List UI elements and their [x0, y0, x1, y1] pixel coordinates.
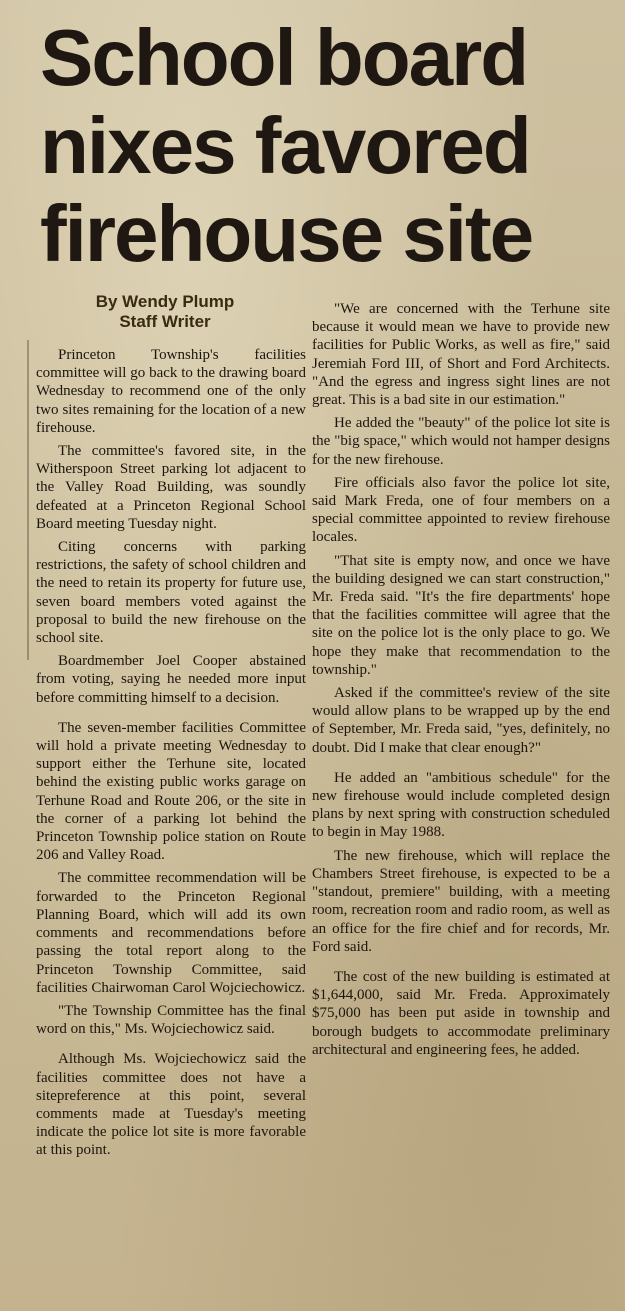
paragraph: The cost of the new building is estimated at $1,644,000, said Mr. Freda. Approximately $75,000 has been put aside in township and borough budgets to accommodate preliminary architectural and engineering fees, he added. — [312, 968, 610, 1058]
paragraph: "We are concerned with the Terhune site because it would mean we have to provide new facilities for Public Works, as well as fire," said Jeremiah Ford III, of Short and Ford Architects. "And the egress and ingress sight lines are not great. This is a bad site in our estimation." — [312, 301, 610, 409]
byline-role: Staff Writer — [119, 312, 211, 331]
column-rule — [27, 340, 29, 660]
byline-author: By Wendy Plump — [95, 292, 235, 311]
paragraph: The seven-member facilities Committee will hold a private meeting Wednesday to support either the Terhune site, located behind the existing public works garage on Terhune Road and Route 206, or the site in the corner of a parking lot behind the Princeton Township police station on Route 206 and Valley Road. — [36, 719, 306, 864]
article-column-left — [36, 346, 306, 1165]
paragraph: Citing concerns with parking restrictions, the safety of school children and the need to retain its property for future use, seven board members voted against the proposal to build the new firehouse on the school site. — [36, 539, 306, 647]
article-column-right — [312, 300, 610, 1064]
paragraph: Asked if the committee's review of the site would allow plans to be wrapped up by the end of September, Mr. Freda said, "yes, definitely, no doubt. Did I make that clear enough?" — [312, 685, 610, 756]
paragraph: Although Ms. Wojciechowicz said the facilities committee does not have a sitepreference at this point, several comments made at Tuesday's meeting indicate the police lot site is more favorable at this point. — [36, 1051, 306, 1159]
headline-line-1: School board — [40, 13, 528, 102]
paragraph: "The Township Committee has the final word on this," Ms. Wojciechowicz said. — [36, 1002, 306, 1038]
paragraph: Fire officials also favor the police lot site, said Mark Freda, one of four members on a special committee appointed to review firehouse locales. — [312, 474, 610, 546]
paragraph: Princeton Township's facilities committee will go back to the drawing board Wednesday to recommend one of the only two sites remaining for the location of a new firehouse. — [36, 347, 306, 436]
paragraph: "That site is empty now, and once we have the building designed we can start construction," Mr. Freda said. "It's the fire departments' hope that the facilities committee will agree that the site on the police lot is the only place to go. We hope they make that recommendation to the township." — [312, 552, 610, 678]
paragraph: The committee's favored site, in the Witherspoon Street parking lot adjacent to the Valley Road Building, was soundly defeated at a Princeton Regional School Board meeting Tuesday night. — [36, 443, 306, 532]
byline — [30, 292, 300, 332]
headline-line-2: nixes favored — [40, 101, 530, 190]
paragraph: The committee recommendation will be forwarded to the Princeton Regional Planning Board, which will add its own comments and recommendations before passing the total report along to the Princeton Township Committee, said facilities Chairwoman Carol Wojciechowicz. — [36, 870, 306, 996]
paragraph: He added an "ambitious schedule" for the new firehouse would include completed design plans by next spring with construction scheduled to begin in May 1988. — [312, 769, 610, 841]
paragraph: He added the "beauty" of the police lot site is the "big space," which would not hamper designs for the new firehouse. — [312, 415, 610, 468]
headline — [40, 14, 620, 278]
paragraph: Boardmember Joel Cooper abstained from voting, saying he needed more input before committing himself to a decision. — [36, 653, 306, 706]
headline-line-3: firehouse site — [40, 189, 533, 278]
paragraph: The new firehouse, which will replace the Chambers Street firehouse, is expected to be a "standout, premiere" building, with a meeting room, recreation room and radio room, as well as an office for the fire chief and for records, Mr. Ford said. — [312, 847, 610, 955]
